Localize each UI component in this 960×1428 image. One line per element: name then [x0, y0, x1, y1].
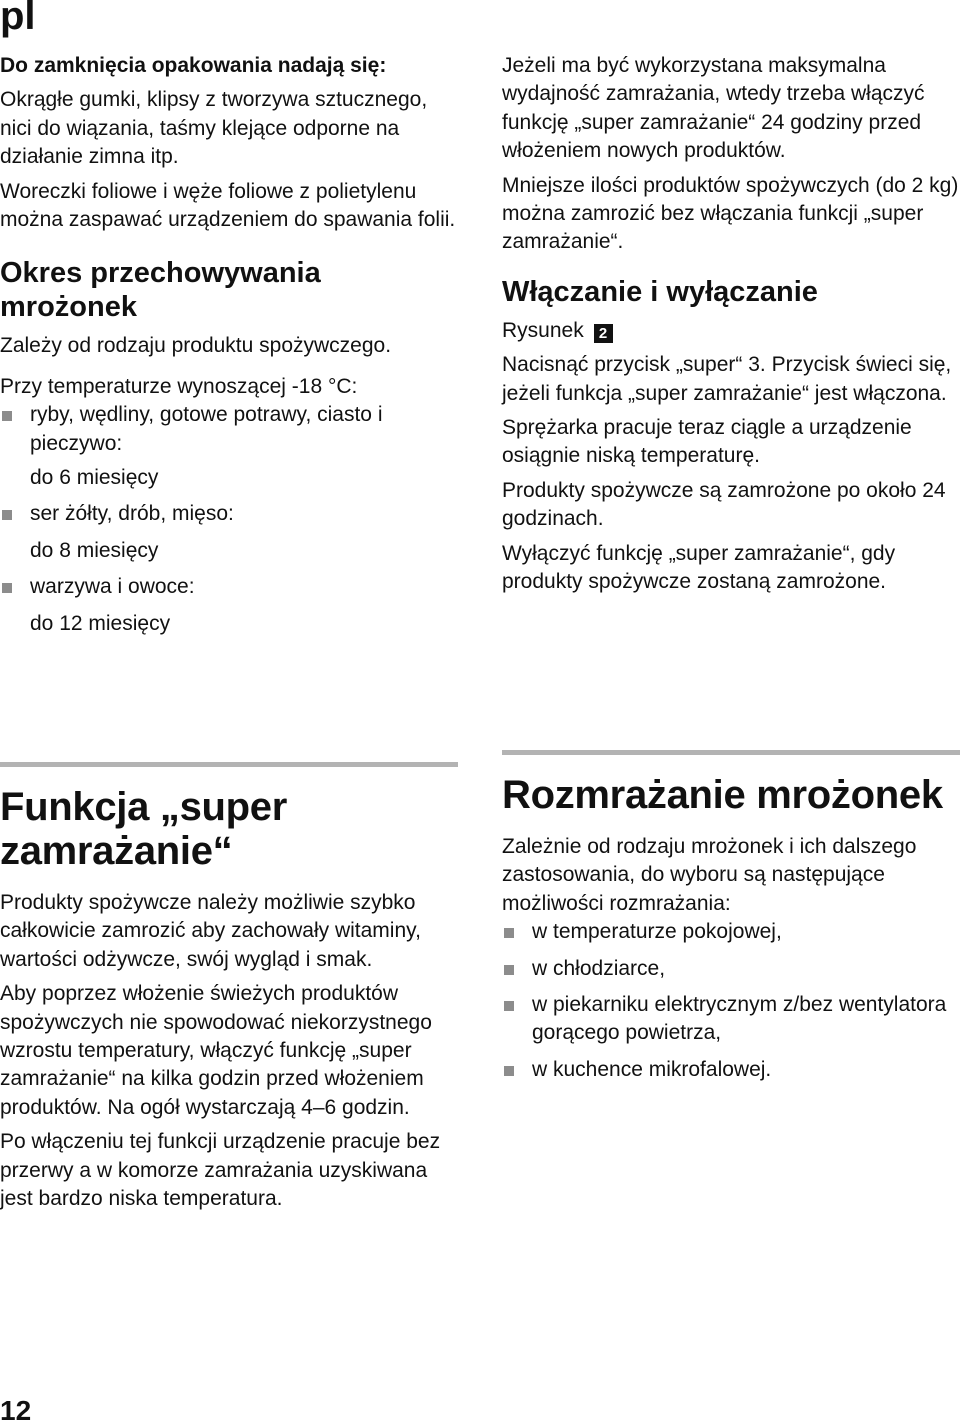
bullet-square-icon [2, 510, 12, 520]
list-item: w chłodziarce, [502, 955, 960, 983]
right-column-upper [502, 52, 960, 597]
storage-temperature: Przy temperaturze wynoszącej -18 °C: [0, 374, 358, 398]
section-divider [502, 750, 960, 755]
storage-list [0, 401, 460, 638]
foil-bags-text: Woreczki foliowe i węże foliowe z polietylenu można zaspawać urządzeniem do spawania folii. [0, 179, 456, 232]
thawing-intro: Zależnie od rodzaju mrożonek i ich dalszego zastosowania, do wyboru są następujące możliwości rozmrażania: [502, 835, 917, 915]
on-off-heading: Włączanie i wyłączanie [502, 275, 818, 308]
super-freeze-text-1: Produkty spożywcze należy możliwie szybko całkowicie zamrozić aby zachowały witaminy, wartości odżywcze, swój wygląd i smak. [0, 891, 421, 971]
figure-number-badge: 2 [594, 324, 613, 343]
page-number: 12 [0, 1395, 32, 1426]
super-freeze-heading: Funkcja „super zamrażanie“ [0, 785, 287, 873]
super-freeze-text-2: Aby poprzez włożenie świeżych produktów spożywczych nie spowodować niekorzystnego wzrostu temperatury, włączyć funkcję „super zamrażanie“ na kilka godzin przed włożeniem produktów. Na ogół wystarczają 4–6 godzin. [0, 982, 432, 1119]
figure-label: Rysunek [502, 318, 584, 342]
bullet-square-icon [2, 583, 12, 593]
storage-duration: do 6 miesięcy [30, 466, 159, 490]
closing-materials-title: Do zamknięcia opakowania nadają się: [0, 54, 387, 77]
bullet-square-icon [504, 928, 514, 938]
closing-materials-text: Okrągłe gumki, klipsy z tworzywa sztucznego, nici do wiązania, taśmy klejące odporne na działanie zimna itp. [0, 88, 428, 169]
list-item: ryby, wędliny, gotowe potrawy, ciasto i pieczywo: [0, 401, 460, 458]
press-button-text: Nacisnąć przycisk „super“ 3. Przycisk świeci się, jeżeli funkcja „super zamrażanie“ jest włączona. [502, 353, 952, 405]
left-column-upper [0, 52, 460, 638]
thawing-options-list [502, 918, 960, 1084]
thawing-heading: Rozmrażanie mrożonek [502, 773, 943, 817]
right-column-lower [502, 750, 960, 1084]
storage-period-heading: Okres przechowywania mrożonek [0, 257, 321, 324]
list-item: w piekarniku elektrycznym z/bez wentylatora gorącego powietrza, [502, 991, 960, 1048]
list-item: w temperaturze pokojowej, [502, 918, 960, 946]
list-item: warzywa i owoce: [0, 573, 460, 601]
max-capacity-text: Jeżeli ma być wykorzystana maksymalna wydajność zamrażania, wtedy trzeba włączyć funkcję „super zamrażanie“ 24 godziny przed włożeniem nowych produktów. [502, 54, 925, 163]
storage-duration: do 8 miesięcy [30, 538, 159, 562]
storage-intro: Zależy od rodzaju produktu spożywczego. [0, 334, 392, 358]
bullet-square-icon [504, 1066, 514, 1076]
section-divider [0, 762, 458, 767]
bullet-square-icon [2, 411, 12, 421]
switch-off-text: Wyłączyć funkcję „super zamrażanie“, gdy produkty spożywcze zostaną zamrożone. [502, 541, 896, 594]
bullet-square-icon [504, 965, 514, 975]
small-quantities-text: Mniejsze ilości produktów spożywczych (do 2 kg) można zamrozić bez włączania funkcji „super zamrażanie“. [502, 173, 959, 254]
storage-duration: do 12 miesięcy [30, 611, 171, 635]
figure-reference [502, 317, 960, 345]
list-item: ser żółty, drób, mięso: [0, 500, 460, 528]
frozen-time-text: Produkty spożywcze są zamrożone po około 24 godzinach. [502, 478, 946, 531]
left-column-lower [0, 762, 460, 1213]
compressor-text: Sprężarka pracuje teraz ciągle a urządzenie osiągnie niską temperaturę. [502, 416, 912, 468]
language-label: pl [0, 0, 36, 38]
super-freeze-text-3: Po włączeniu tej funkcji urządzenie pracuje bez przerwy a w komorze zamrażania uzyskiwana jest bardzo niska temperatura. [0, 1130, 441, 1211]
list-item: w kuchence mikrofalowej. [502, 1056, 960, 1084]
bullet-square-icon [504, 1001, 514, 1011]
